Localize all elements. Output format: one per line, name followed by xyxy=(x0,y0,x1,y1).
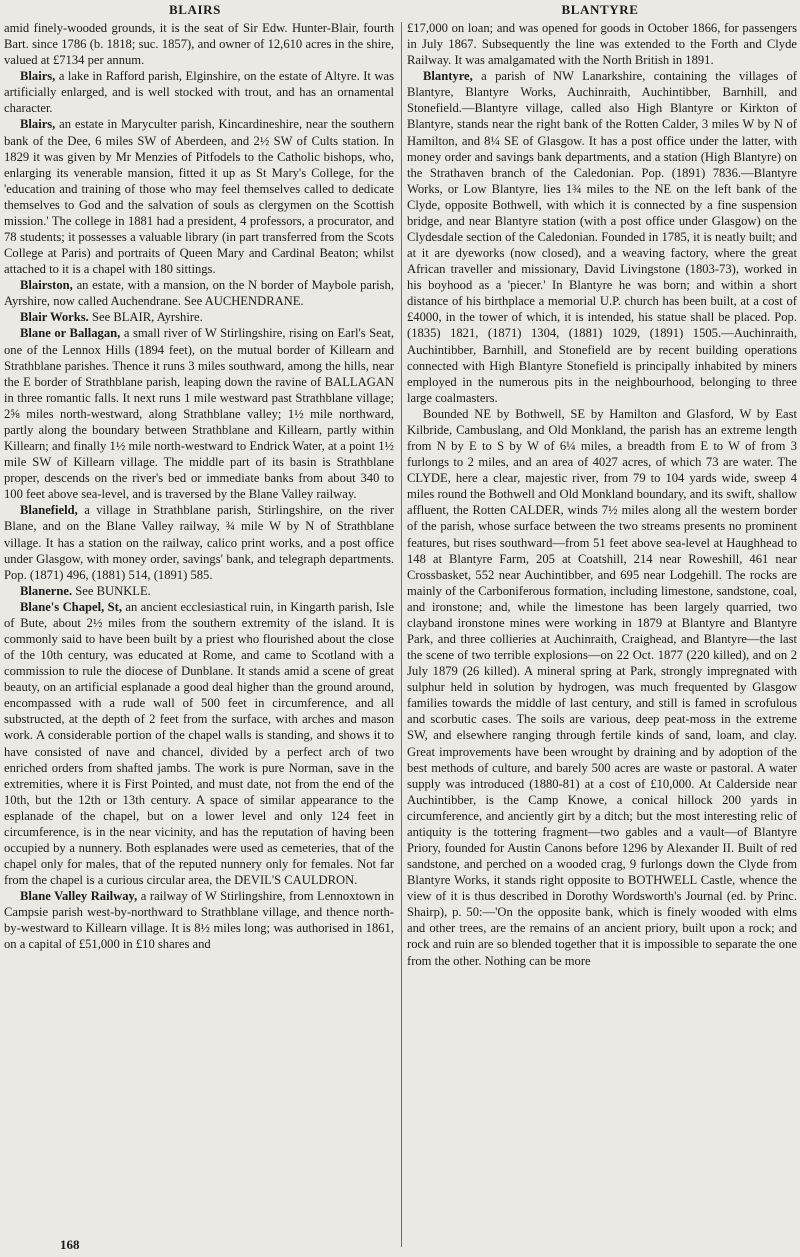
entry-text: a railway of W Stirlingshire, from Lennoxtown in Campsie parish west-by-northward to Strathblane village, and thence north-by-westward to Killearn village. It is 8½ miles long; was authorised in 1861, on a capital of £51,000 in £10 shares and xyxy=(4,889,394,952)
headword: Blanefield, xyxy=(20,503,78,518)
entry-blanefield xyxy=(4,502,394,582)
entry-blairston xyxy=(4,277,394,309)
headword: Blair Works. xyxy=(20,310,89,325)
entry-text: Bounded NE by Bothwell, SE by Hamilton and Glasford, W by East Kilbride, Cambuslang, and Old Monkland, the parish has an extreme length from N by E to S by W of 6¼ miles, a breadth from E to W of from 3 furlongs to 2 miles, and an area of 4027 acres, of which 73 are water. The CLYDE, here a clear, majestic river, from 79 to 104 yards wide, sweep 4 miles round the Bothwell and Old Monkland boundary, and its swift, shallow affluent, the Rotten CALDER, winds 7½ miles along all the western border of the parish, whose surface between the two streams presents no prominent features, but rises southward—from 51 feet above sea-level at Haughhead to 148 at Blantyre Farm, 205 at Coatshill, 214 near Roweshill, 461 near Crossbasket, 552 near Auchintibber, and 695 near Lodgehill. The rocks are mainly of the Carboniferous formation, including limestone, sandstone, coal, and ironstone; and, while the limestone has been largely quarried, two clayband ironstone mines were working in 1879 at Blantyre and Blantyre Park, and three collieries at Auchinraith, Craighead, and Blantyre—the last the scene of two terrible explosions—on 22 Oct. 1877 (220 killed), and on 2 July 1879 (26 killed). A mineral spring at Park, strongly impregnated with sulphur held in solution by hydrogen, was much frequented by Glasgow families towards the middle of last century, and still is famed in scrofulous and scorbutic cases. The soils are various, deep peat-moss in the extreme SW, and elsewhere ranging through fertile kinds of sand, loam, and clay. Great improvements have been wrought by draining and by adoption of the best methods of culture, and barely 500 acres are waste or pastoral. A water supply was introduced (1880-81) at a cost of £10,000. At Calderside near Auchintibber, is the Camp Knowe, a conical hillock 200 yards in circumference, and anciently girt by a ditch; but the most interesting relic of antiquity is the tottering fragment—two gables and a vault—of Blantyre Priory, founded for Austin Canons before 1296 by Alexander II. Built of red sandstone, and perched on a wooded crag, 9 furlongs down the Clyde from Blantyre Works, it stands right opposite to BOTHWELL Castle, whence the view of it is thus described in Dorothy Wordsworth's Journal (ed. by Princ. Shairp), p. 50:—'On the opposite bank, which is finely wooded with elms and other trees, are the remains of an ancient priory, built upon a rock; and rock and ruin are so blended together that it is impossible to separate the one from the other. Nothing can be more xyxy=(407,406,797,968)
headword: Blanerne. xyxy=(20,583,73,598)
entry-text: an estate, with a mansion, on the N border of Maybole parish, Ayrshire, now called Auchendrane. See AUCHENDRANE. xyxy=(4,278,395,309)
entry-continuation: £17,000 on loan; and was opened for goods in October 1866, for passengers in July 1867. Subsequently the line was extended to the Forth and Clyde Railway. It was amalgamated with the North British in 1891. xyxy=(407,21,797,68)
headword: Blairs, xyxy=(20,69,56,84)
page-number: 168 xyxy=(60,1237,80,1252)
entry-text: See BUNKLE. xyxy=(75,583,151,598)
headword: Blairston, xyxy=(20,278,73,293)
column-divider xyxy=(401,22,402,1247)
entry-blair-works xyxy=(4,309,394,325)
entry-continuation: amid finely-wooded grounds, it is the seat of Sir Edw. Hunter-Blair, fourth Bart. since 1786 (b. 1818; suc. 1857), and owner of 12,610 acres in the shire, valued at £7134 per annum. xyxy=(4,21,394,68)
headword: Blane Valley Railway, xyxy=(20,889,138,904)
entry-blanes-chapel xyxy=(4,599,394,888)
entry-text: a parish of NW Lanarkshire, containing the villages of Blantyre, Blantyre Works, Auchinraith, Auchintibber, Barnhill, and Stonefield.—Blantyre village, called also High Blantyre or Kirkton of Blantyre, stands near the right bank of the Rotten Calder, 3 miles W by N of Hamilton, and 8¼ SE of Glasgow. It has a post office under the latter, with money order and savings bank departments, and a station (High Blantyre) on the Strathaven branch of the Caledonian. Pop. (1891) 7836.—Blantyre Works, or Low Blantyre, lies 1¾ miles to the NE on the left bank of the Clyde, opposite Bothwell, with which it is connected by a fine suspension bridge, and near Blantyre station (with a post office under Glasgow) on the Clydesdale section of the Caledonian. Founded in 1785, it is neatly built; and at it are dyeworks (now closed), and a weaving factory, where the great African traveller and missionary, David Livingstone (1803-73), worked in his boyhood as a 'piecer.' In Blantyre he was born; and within a short distance of his birthplace a memorial U.P. church has been built, at a cost of £4000, in the tower of which, it is intended, his statue shall be placed. Pop. (1835) 1821, (1871) 1304, (1881) 1029, (1891) 1505.—Auchinraith, Auchintibber, Barnhill, and Stonefield are by recent building operations connected with High Blantyre Stonefield is principally inhabited by miners employed in the numerous pits in the neighbourhood, belonging to three large coalmasters. xyxy=(407,69,797,405)
entry-text: an estate in Maryculter parish, Kincardineshire, near the southern bank of the Dee, 6 miles SW of Aberdeen, and 2½ SW of Cults station. In 1829 it was given by Mr Menzies of Pitfodels to the Catholic bishops, who, enlarging its venerable mansion, fitted it up as St Mary's College, for the 'education and training of those who may feel themselves called to dedicate themselves to God and the salvation of souls as clergymen on the Scottish mission.' The college in 1881 had a president, 4 professors, a procurator, and 78 students; it possesses a valuable library (in part transferred from the Scots College at Paris) and portraits of Queen Mary and Cardinal Beaton; whilst attached to it is a chapel with 180 sittings. xyxy=(4,117,394,277)
entry-blairs-estate xyxy=(4,116,394,277)
right-column xyxy=(407,20,797,969)
entry-blane xyxy=(4,325,394,502)
entry-text: See BLAIR, Ayrshire. xyxy=(91,310,203,325)
entry-text: an ancient ecclesiastical ruin, in Kingarth parish, Isle of Bute, about 2½ miles from the southern extremity of the island. It is commonly said to have been built by a priest who flourished about the close of the 10th century, was educated at Rome, and came to Scotland with a commission to rule the diocese of Dunblane. It stands amid a scene of great beauty, on an artificial esplanade a good deal higher than the ground around, encompassed with a rude wall of 500 feet in circumference, and all substructed, at the depth of 2 feet from the surface, with arches and mason work. A considerable portion of the chapel walls is standing, and shows it to have consisted of nave and chancel, divided by a perfect arch of two enriched orders from shafted jambs. The work is pure Norman, save in the extremities, where it is First Pointed, and must date, not from the end of the 10th, but the 12th or 13th century. A space of similar appearance to the esplanade of the chapel, but on a lower level and only 124 feet in circumference, is in the near vicinity, and has the reputation of having been occupied by a nunnery. Both esplanades were used as cemeteries, that of the chapel only for males, that of the reputed nunnery only for females. Not far from the chapel is a curious circular area, the DEVIL'S CAULDRON. xyxy=(4,599,394,888)
headword: Blairs, xyxy=(20,117,56,132)
entry-text: a lake in Rafford parish, Elginshire, on the estate of Altyre. It was artificially enlarged, and is well stocked with trout, and has an ornamental character. xyxy=(4,69,394,116)
entry-text: a small river of W Stirlingshire, rising on Earl's Seat, one of the Lennox Hills (1894 feet), on the mutual border of Killearn and Strathblane parishes. Thence it runs 3 miles southward, among the hills, near the E border of Strathblane parish, leaping down the ravine of BALLAGAN in three romantic falls. It next runs 1 mile westward past Strathblane village; 2⅝ miles north-westward, along Strathblane valley; 1½ mile northward, partly along the boundary between Strathblane and Killearn, partly within Killearn; and finally 1½ mile north-westward to Endrick Water, at a point 1½ mile SW of Killearn village. The middle part of its basin is Strathblane proper, descends on the river's bed or immediate banks from about 340 to 100 feet above sea-level, and is traversed by the Blane Valley railway. xyxy=(4,326,394,502)
headword: Blantyre, xyxy=(423,69,473,84)
headword: Blane's Chapel, St, xyxy=(20,599,122,614)
entry-text: a village in Strathblane parish, Stirlingshire, on the river Blane, and on the Blane Valley railway, ¾ mile W by N of Strathblane village. It has a station on the railway, calico print works, and a post office under Glasgow, with money order, savings' bank, and telegraph departments. Pop. (1871) 496, (1881) 514, (1891) 585. xyxy=(4,503,394,582)
headword: Blane or Ballagan, xyxy=(20,326,121,341)
entry-blane-valley-railway xyxy=(4,888,394,952)
entry-blairs-lake xyxy=(4,68,394,116)
left-column xyxy=(4,20,394,953)
running-head-left: BLAIRS xyxy=(168,2,221,17)
entry-blantyre xyxy=(407,68,797,406)
entry-blantyre-parish-description xyxy=(407,406,797,969)
entry-blanerne xyxy=(4,583,394,599)
running-head-right: BLANTYRE xyxy=(561,2,639,17)
